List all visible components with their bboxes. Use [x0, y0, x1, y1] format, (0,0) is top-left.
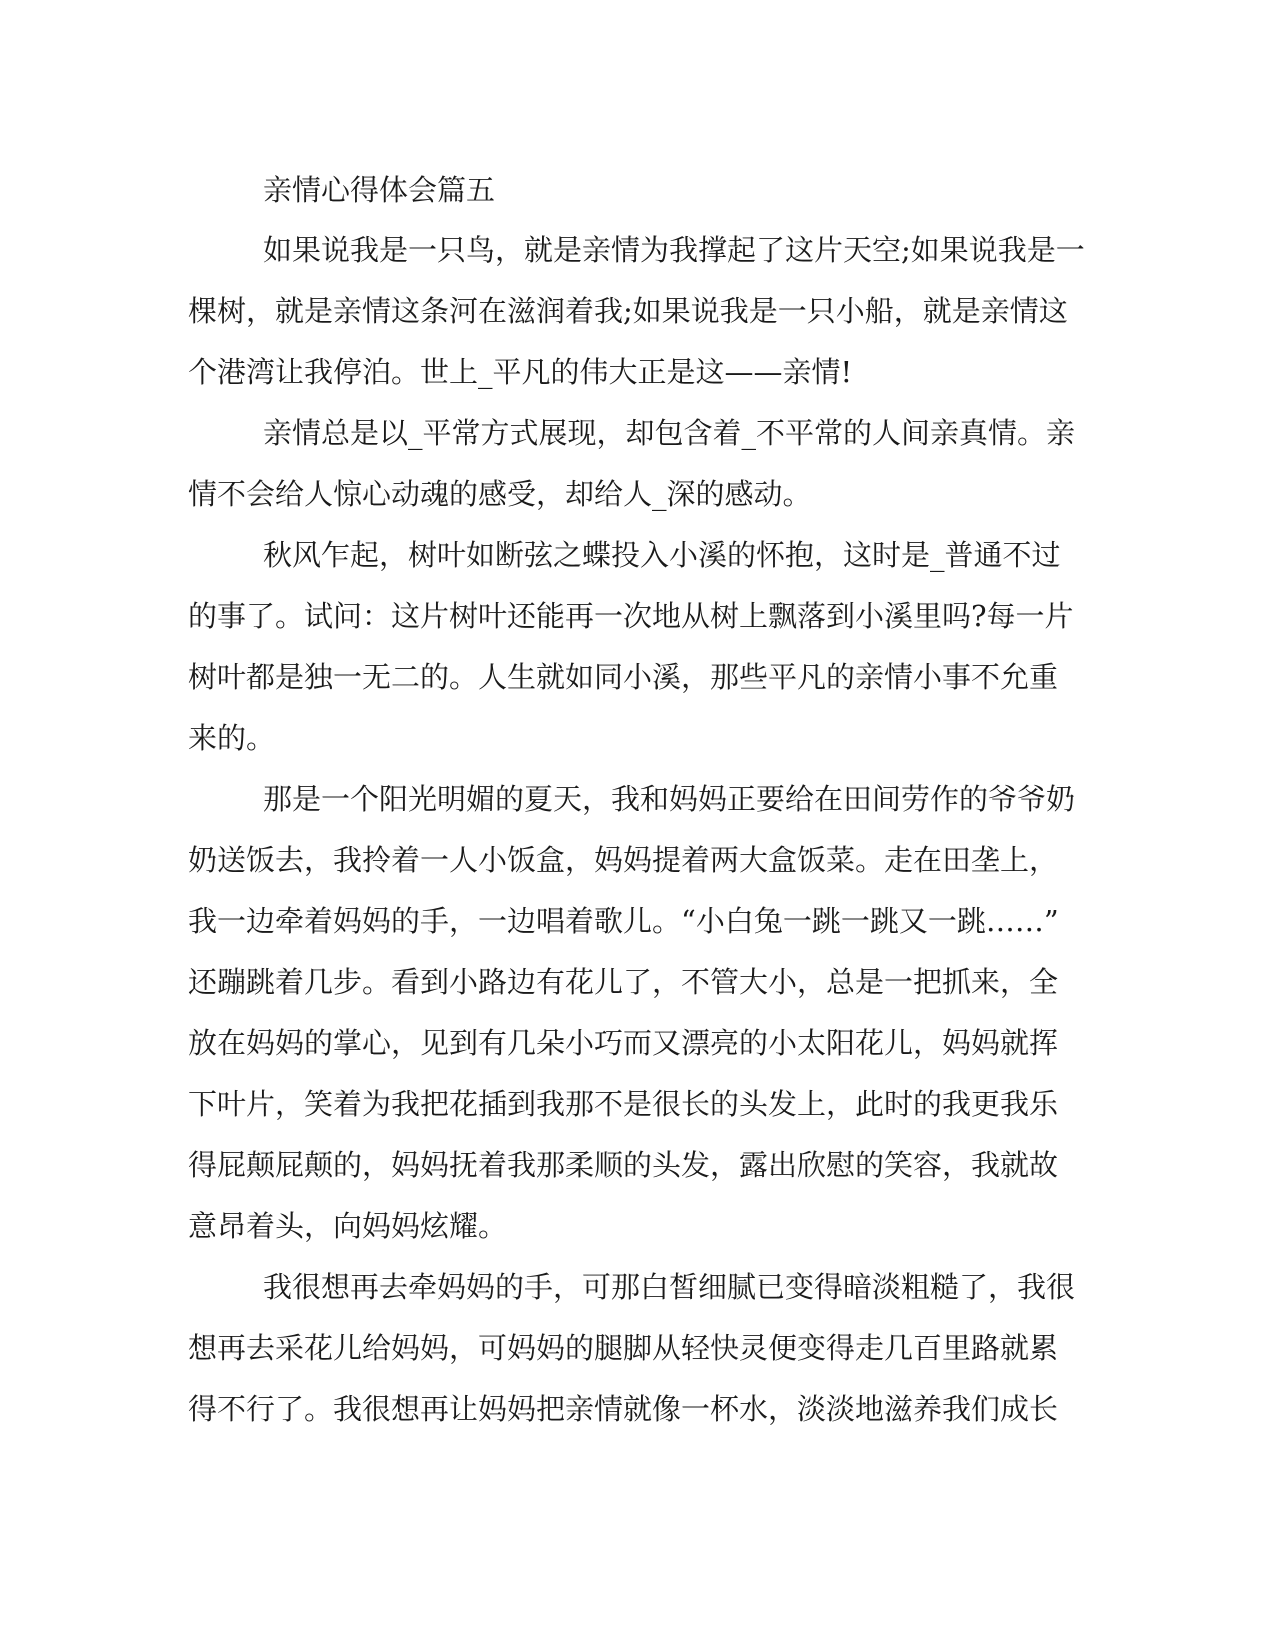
document-body	[188, 160, 1085, 1440]
paragraph-5	[188, 1257, 1076, 1440]
text-line: 的事了。试问：这片树叶还能再一次地从树上飘落到小溪里吗?每一片	[188, 599, 1074, 633]
text-line: 下叶片，笑着为我把花插到我那不是很长的头发上，此时的我更我乐	[188, 1087, 1059, 1121]
paragraph-4	[188, 769, 1076, 1257]
text-line: 我一边牵着妈妈的手，一边唱着歌儿。“小白兔一跳一跳又一跳……”	[188, 904, 1059, 938]
paragraph-2	[188, 403, 1076, 525]
text-line: 亲情总是以_平常方式展现，却包含着_不平常的人间亲真情。亲	[263, 416, 1076, 450]
text-line: 那是一个阳光明媚的夏天，我和妈妈正要给在田间劳作的爷爷奶	[263, 782, 1076, 816]
paragraph-3	[188, 525, 1074, 769]
text-line: 得不行了。我很想再让妈妈把亲情就像一杯水，淡淡地滋养我们成长	[188, 1392, 1059, 1426]
text-line: 得屁颠屁颠的，妈妈抚着我那柔顺的头发，露出欣慰的笑容，我就故	[188, 1148, 1059, 1182]
text-line: 奶送饭去，我拎着一人小饭盒，妈妈提着两大盒饭菜。走在田垄上，	[188, 843, 1059, 877]
text-line: 个港湾让我停泊。世上_平凡的伟大正是这——亲情!	[188, 355, 853, 389]
text-line: 如果说我是一只鸟，就是亲情为我撑起了这片天空;如果说我是一	[263, 233, 1085, 267]
text-line: 意昂着头，向妈妈炫耀。	[188, 1209, 508, 1243]
text-line: 秋风乍起，树叶如断弦之蝶投入小溪的怀抱，这时是_普通不过	[263, 538, 1061, 572]
text-line: 想再去采花儿给妈妈，可妈妈的腿脚从轻快灵便变得走几百里路就累	[188, 1331, 1059, 1365]
text-line: 我很想再去牵妈妈的手，可那白皙细腻已变得暗淡粗糙了，我很	[263, 1270, 1076, 1304]
text-line: 还蹦跳着几步。看到小路边有花儿了，不管大小，总是一把抓来，全	[188, 965, 1059, 999]
text-line: 放在妈妈的掌心，见到有几朵小巧而又漂亮的小太阳花儿，妈妈就挥	[188, 1026, 1059, 1060]
text-line: 棵树，就是亲情这条河在滋润着我;如果说我是一只小船，就是亲情这	[188, 294, 1068, 328]
paragraph-1	[188, 220, 1085, 403]
text-line: 树叶都是独一无二的。人生就如同小溪，那些平凡的亲情小事不允重	[188, 660, 1059, 694]
text-line: 情不会给人惊心动魂的感受，却给人_深的感动。	[188, 477, 812, 511]
document-title: 亲情心得体会篇五	[263, 173, 496, 207]
text-line: 来的。	[188, 721, 276, 755]
